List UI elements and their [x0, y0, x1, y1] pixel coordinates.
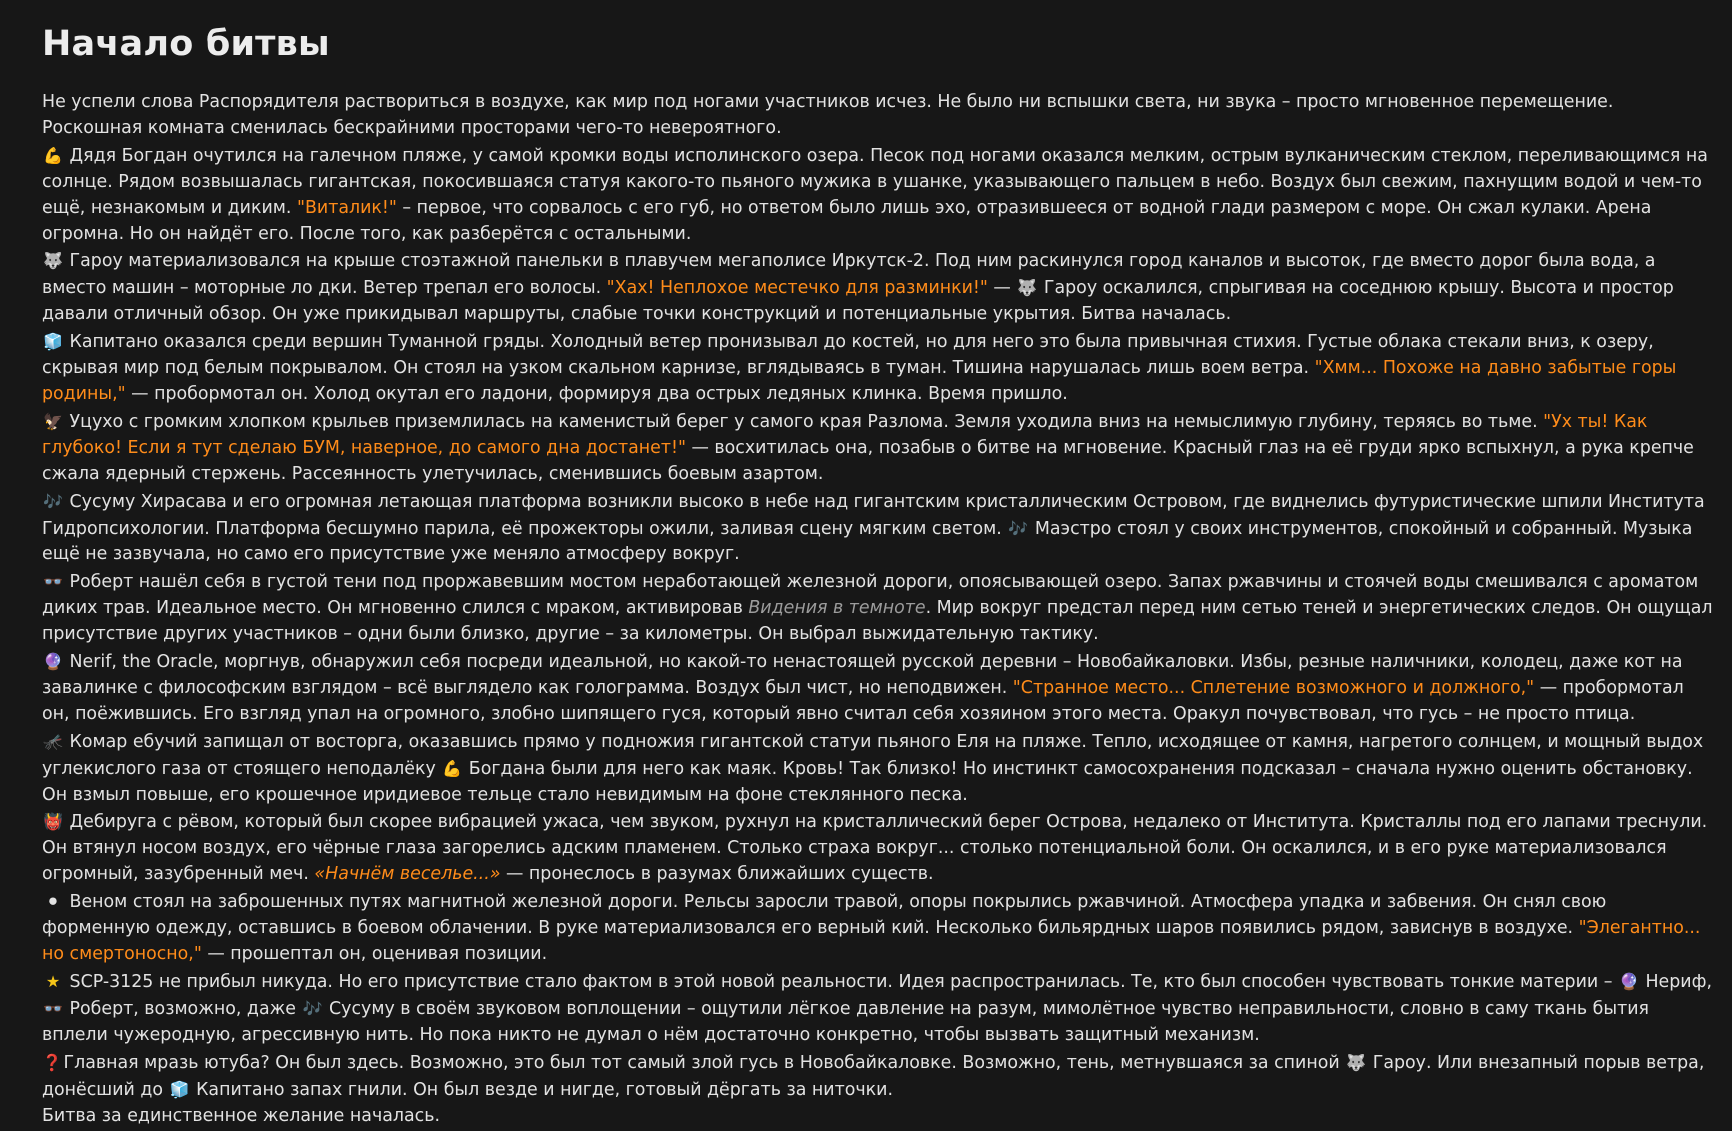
quote: "Ух ты! Как глубоко! Если я тут сделаю БУМ, наверное, до самого дна достанет!" — [42, 411, 1648, 458]
paragraph-bogdan — [42, 143, 1716, 248]
ice-cube-icon: 🧊 — [169, 1079, 190, 1099]
text: Маэстро стоял у своих инструментов, спокойный и собранный. Музыка ещё не зазвучала, но само его присутствие уже меняло атмосферу вокруг. — [42, 518, 1693, 565]
text: Сусуму в своём звуковом воплощении – ощутили лёгкое давление на разум, мимолётное чувство неправильности, словно в саму ткань бытия вплели чужеродную, агрессивную нить. Но пока никто не думал о нём достаточно конкретно, чтобы вызвать защитный механизм. — [42, 998, 1649, 1045]
paragraph-nerif — [42, 649, 1716, 728]
quote: "Хах! Неплохое местечко для разминки!" — [606, 278, 988, 299]
text: Нериф, — [1639, 971, 1712, 992]
text: Гароу оскалился, спрыгивая на соседнюю крышу. Высота и простор давали отличный обзор. Он уже прикидывал маршруты, слабые точки конструкций и потенциальные укрытия. Битва началась. — [42, 278, 1674, 325]
mosquito-icon: 🦟 — [43, 731, 63, 751]
paragraph-scp — [42, 969, 1716, 1049]
text: — пробормотал он. Холод окутал его ладони, формируя два острых ледяных клинка. Время пришло. — [125, 383, 1068, 404]
text: — прошептал он, оценивая позиции. — [201, 944, 548, 964]
muscle-icon: 💪 — [43, 145, 63, 165]
glasses-icon: 👓 — [43, 572, 63, 592]
crystal-ball-icon: 🔮 — [1618, 971, 1639, 991]
wolf-icon: 🐺 — [1017, 278, 1038, 298]
paragraph-garou — [42, 248, 1716, 328]
text: Дебируга с рёвом, который был скорее вибрацией ужаса, чем звуком, рухнул на кристаллический берег Острова, недалеко от Института. Кристаллы под его лапами треснули. Он втянул носом воздух, его чёрные глаза загорелись адским пламенем. Столько страха вокруг... столько потенциальной боли. Он оскалился, и в его руке материализовался огромный, зазубренный меч. — [42, 812, 1708, 885]
text: SCP-3125 не прибыл никуда. Но его присутствие стало фактом в этой новой реальности. Идея распространилась. Те, кто был способен чувствовать тонкие материи – — [69, 971, 1618, 992]
ice-cube-icon: 🧊 — [43, 332, 63, 352]
muscle-icon: 💪 — [442, 758, 463, 778]
text: Гароу материализовался на крыше стоэтажной панельки в плавучем мегаполисе Иркутск-2. Под ним раскинулся город каналов и высоток, где вместо дорог была вода, а вместо машин – моторные ло дки. Ветер трепал его волосы. — [42, 251, 1656, 299]
music-notes-icon: 🎶 — [302, 998, 323, 1018]
black-circle-icon: ⚫ — [46, 892, 60, 912]
quote: "Элегантно... но смертоносно," — [42, 918, 1701, 964]
document — [42, 16, 1716, 1131]
star-icon: ★ — [45, 971, 61, 991]
text: Дядя Богдан очутился на галечном пляже, у самой кромки воды исполинского озера. Песок под ногами оказался мелким, острым вулканическим стеклом, переливающимся на солнце. Рядом возвышалась гигантская, покосившаяся статуя какого-то пьяного мужика в ушанке, указывающего пальцем в небо. Воздух был свежим, пахнущим водой и чем-то ещё, незнакомым и диким. — [42, 145, 1708, 218]
quote: «Начнём веселье...» — [314, 864, 501, 885]
glasses-icon: 👓 — [43, 998, 63, 1018]
text: Гароу. Или внезапный порыв ветра, донёсший до — [42, 1052, 1705, 1100]
quote: "Хмм... Похоже на давно забытые горы родины," — [42, 358, 1677, 404]
text: — — [987, 278, 1017, 299]
text: Капитано запах гнили. Он был везде и нигде, готовый дёргать за ниточки. — [190, 1079, 893, 1100]
text: Битва за единственное желание началась. — [42, 1106, 440, 1127]
wolf-icon: 🐺 — [43, 251, 63, 271]
paragraph-intro — [42, 90, 1716, 142]
devil-icon: 👹 — [43, 812, 63, 832]
paragraph-venom — [42, 889, 1716, 968]
music-notes-icon: 🎶 — [1008, 518, 1029, 538]
text: Главная мразь ютуба? Он был здесь. Возможно, это был тот самый злой гусь в Новобайкаловке. Возможно, тень, метнувшаяся за спиной — [63, 1052, 1346, 1073]
text: — пронеслось в разумах ближайших существ. — [500, 864, 934, 885]
text: Веном стоял на заброшенных путях магнитной железной дороги. Рельсы заросли травой, опоры покрылись ржавчиной. Атмосфера упадка и забвения. Он снял свою форменную одежду, оставшись в боевом облачении. В руке материализовался его верный кий. Несколько бильярдных шаров появились рядом, зависнув в воздухе. — [42, 892, 1607, 939]
emphasis: Видения в темноте — [748, 598, 926, 619]
crystal-ball-icon: 🔮 — [43, 652, 63, 672]
text: . Мир вокруг предстал перед ним сетью теней и энергетических следов. Он ощущал присутствие других участников – одни были близко, другие – за километры. Он выбрал выжидательную тактику. — [42, 598, 1713, 645]
paragraph-debiruga — [42, 809, 1716, 888]
text: Богдана были для него как маяк. Кровь! Так близко! Но инстинкт самосохранения подсказал – сначала нужно оценить обстановку. Он взмыл повыше, его крошечное иридиевое тельце стало невидимым на фоне стеклянного песка. — [42, 758, 1693, 805]
text: – первое, что сорвалось с его губ, но ответом было лишь эхо, отразившееся от водной глади размером с море. Он сжал кулаки. Арена огромна. Но он найдёт его. После того, как разберётся с остальными. — [42, 197, 1652, 244]
quote: "Странное место... Сплетение возможного и должного," — [1012, 677, 1535, 698]
text: Уцухо с громким хлопком крыльев приземлилась на каменистый берег у самого края Разлома. Земля уходила вниз на немыслимую глубину, теряясь во тьме. — [69, 411, 1544, 432]
text: Не успели слова Распорядителя раствориться в воздухе, как мир под ногами участников исчез. Не было ни вспышки света, ни звука – просто мгновенное перемещение. Роскошная комната сменилась бескрайними просторами чего-то невероятного. — [42, 92, 1614, 138]
paragraph-final — [42, 1104, 1716, 1130]
wolf-icon: 🐺 — [1346, 1052, 1367, 1072]
paragraph-susumu — [42, 489, 1716, 569]
text: Роберт, возможно, даже — [64, 998, 302, 1019]
paragraph-main-villain — [42, 1050, 1716, 1104]
page-title: Начало битвы — [42, 24, 330, 64]
question-mark-icon: ❓ — [42, 1052, 62, 1072]
text: Роберт нашёл себя в густой тени под проржавевшим мостом неработающей железной дороги, опоясывающей озеро. Запах ржавчины и стоячей воды смешивался с ароматом диких трав. Идеальное место. Он мгновенно слился с мраком, активировав — [42, 572, 1699, 619]
paragraph-robert — [42, 569, 1716, 648]
text: Капитано оказался среди вершин Туманной гряды. Холодный ветер пронизывал до костей, но для него это была привычная стихия. Густые облака стекали вниз, к озеру, скрывая мир под белым покрывалом. Он стоял на узком скальном карнизе, вглядываясь в туман. Тишина нарушалась лишь воем ветра. — [42, 332, 1654, 379]
text: Комар ебучий запищал от восторга, оказавшись прямо у подножия гигантской статуи пьяного Еля на пляже. Тепло, исходящее от камня, нагретого солнцем, и мощный выдох углекислого газа от стоящего неподалёку — [42, 731, 1704, 779]
paragraph-utsuho — [42, 409, 1716, 488]
paragraph-mosquito — [42, 729, 1716, 809]
text: — восхитилась она, позабыв о битве на мгновение. Красный глаз на её груди ярко вспыхнул, а рука крепче сжала ядерный стержень. Рассеянность улетучилась, сменившись боевым азартом. — [42, 437, 1694, 484]
bird-icon: 🦅 — [43, 411, 63, 431]
music-notes-icon: 🎶 — [43, 491, 63, 511]
text: Сусуму Хирасава и его огромная летающая платформа возникли высоко в небе над гигантским кристаллическим Островом, где виднелись футуристические шпили Института Гидропсихологии. Платформа бесшумно парила, её прожекторы ожили, заливая сцену мягким светом. — [42, 491, 1705, 539]
paragraph-capitano — [42, 329, 1716, 408]
quote: "Виталик!" — [296, 197, 397, 218]
text: Nerif, the Oracle, моргнув, обнаружил себя посреди идеальной, но какой-то ненастоящей русской деревни – Новобайкаловки. Избы, резные наличники, колодец, даже кот на завалинке с философским взглядом – всё выглядело как голограмма. Воздух был чист, но неподвижен. — [42, 652, 1683, 698]
text: — пробормотал он, поёжившись. Его взгляд упал на огромного, злобно шипящего гуся, который явно считал себя хозяином этого места. Оракул почувствовал, что гусь – не просто птица. — [42, 677, 1684, 724]
